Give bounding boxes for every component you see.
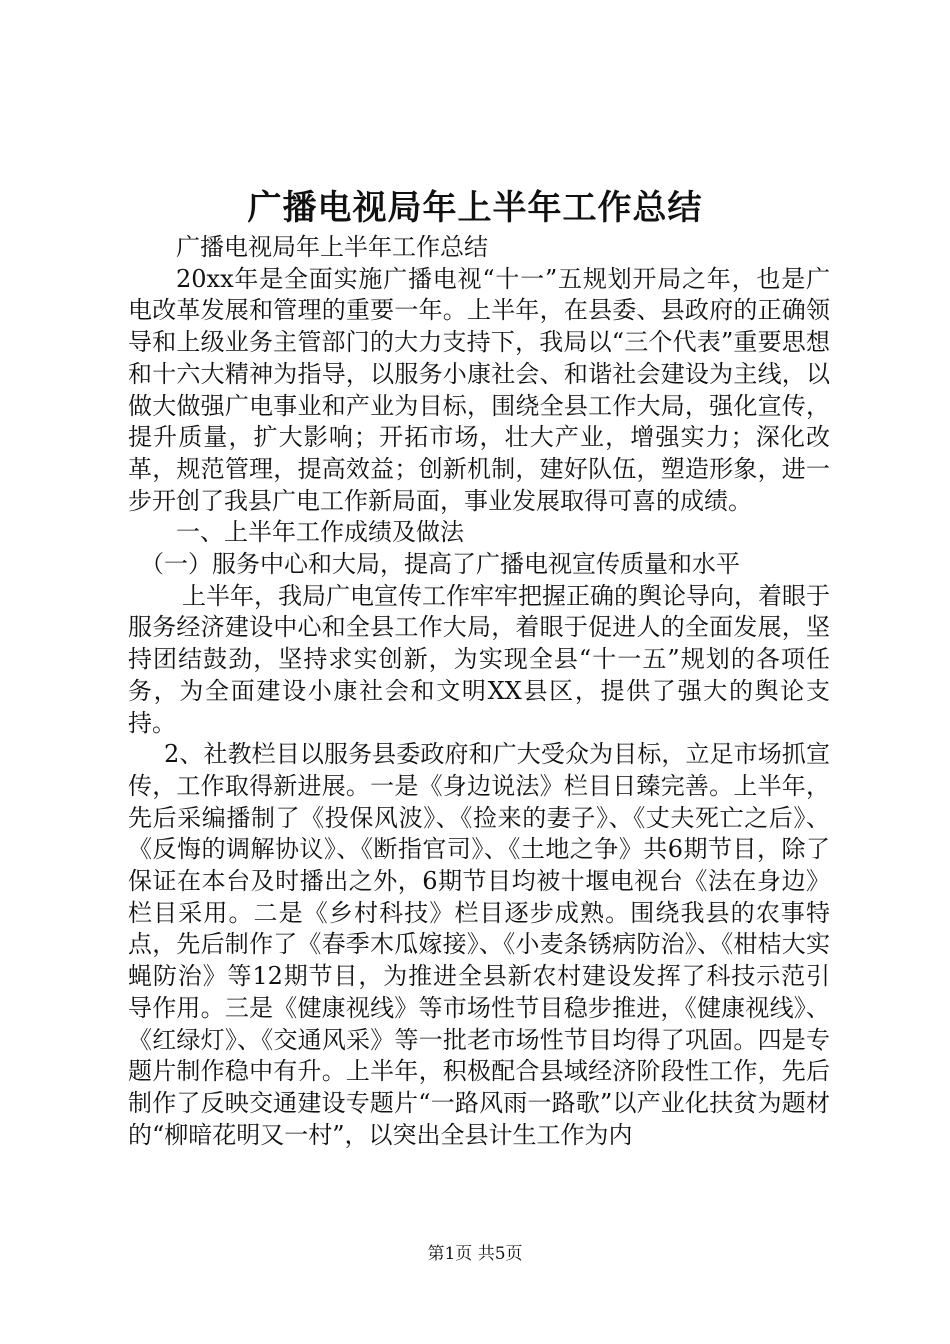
document-body: [128, 232, 830, 1151]
section-heading: 一、上半年工作成绩及做法: [176, 518, 464, 547]
paragraph-publicity: 上半年，我局广电宣传工作牢牢把握正确的舆论导向，着眼于服务经济建设中心和全县工作大局，着眼于促进人的全面发展，坚持团结鼓劲，坚持求实创新，为实现全县“十一五”规划的各项任务，为全面建设小康社会和文明XX县区，提供了强大的舆论支持。: [128, 581, 830, 737]
subsection-heading: （一）服务中心和大局，提高了广播电视宣传质量和水平: [140, 550, 740, 579]
document-title: 广播电视局年上半年工作总结: [247, 188, 703, 228]
paragraph-subtitle: 广播电视局年上半年工作总结: [176, 233, 488, 261]
paragraph-programs: 2、社教栏目以服务县委政府和广大受众为目标，立足市场抓宣传，工作取得新进展。一是《身边说法》栏目日臻完善。上半年，先后采编播制了《投保风波》、《捡来的妻子》、《丈夫死亡之后》、《反悔的调解协议》、《断指官司》、《土地之争》共6期节目，除了保证在本台及时播出之外，6期节目均被十堰电视台《法在身边》栏目采用。二是《乡村科技》栏目逐步成熟。围绕我县的农事特点，先后制作了《春季木瓜嫁接》、《小麦条锈病防治》、《柑桔大实蝇防治》等12期节目，为推进全县新农村建设发挥了科技示范引导作用。三是《健康视线》等市场性节目稳步推进，《健康视线》、《红绿灯》、《交通风采》等一批老市场性节目均得了巩固。四是专题片制作稳中有升。上半年，积极配合县域经济阶段性工作，先后制作了反映交通建设专题片“一路风雨一路歌”以产业化扶贫为题材的“柳暗花明又一村”，以突出全县计生工作为内: [128, 740, 830, 1149]
paragraph-intro: 20xx年是全面实施广播电视“十一”五规划开局之年，也是广电改革发展和管理的重要一年。上半年，在县委、县政府的正确领导和上级业务主管部门的大力支持下，我局以“三个代表”重要思想和十六大精神为指导，以服务小康社会、和谐社会建设为主线，以做大做强广电事业和产业为目标，围绕全县工作大局，强化宣传，提升质量，扩大影响；开拓市场，壮大产业，增强实力；深化改革，规范管理，提高效益；创新机制，建好队伍，塑造形象，进一步开创了我县广电工作新局面，事业发展取得可喜的成绩。: [128, 264, 830, 515]
page-number: 第1页 共5页: [427, 1244, 523, 1264]
